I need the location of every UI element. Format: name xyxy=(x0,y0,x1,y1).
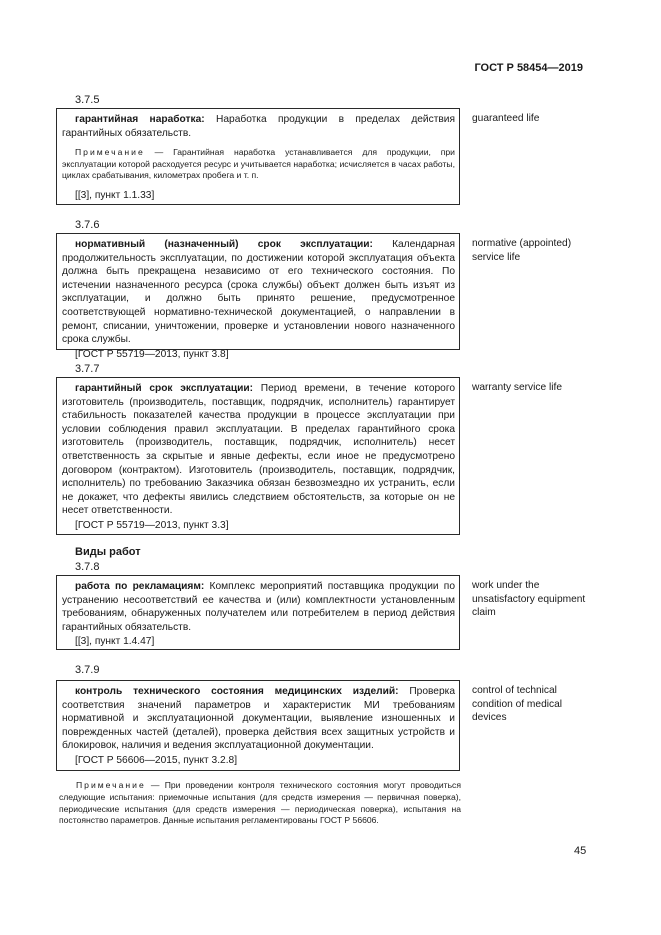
note-label: Примечание xyxy=(75,147,145,158)
clause-number: 3.7.9 xyxy=(75,664,100,676)
definition-box xyxy=(56,233,460,360)
definition-text xyxy=(62,113,455,140)
definition: Период времени, в течение которого изготовитель (производитель, поставщик, подрядчик, исполнитель) гарантирует стабильность показателей качества продукции в процессе эксплуатации при условии соблюдения правил эксплуатации. В пределах гарантийного срока изготовитель (производитель, поставщик, подрядчик, исполнитель) несет ответственность за скрытые и явные дефекты, если иное не предусмотрено договором (контрактом). Изготовитель (производитель, поставщик, подрядчик, исполнитель) по требованию Заказчика обязан безвозмездно их устранить, если не докажет, что дефекты явились следствием обстоятельств, за которые он не несет ответственности. xyxy=(62,383,455,517)
definition-box xyxy=(56,377,460,535)
definition-text xyxy=(62,382,455,518)
reference: [ГОСТ Р 56606—2015, пункт 3.2.8] xyxy=(75,754,238,766)
document-header: ГОСТ Р 58454—2019 xyxy=(474,62,583,74)
reference: [ГОСТ Р 55719—2013, пункт 3.8] xyxy=(75,348,229,360)
clause-number: 3.7.7 xyxy=(75,363,100,375)
definition-text xyxy=(62,685,455,753)
reference: [[3], пункт 1.4.47] xyxy=(75,636,155,648)
english-term: work under the unsatisfactory equipment claim xyxy=(472,580,586,619)
definition: Календарная продолжительность эксплуатации, по достижении которой эксплуатация объекта должна быть прекращена независимо от его технического состояния. По истечении назначенного ресурса (срока службы) объект должен быть изъят из эксплуатации, и должно быть принято решение, предусмотренное соответствующей нормативно-технической документацией, о направлении в ремонт, списании, уничтожении, проверке и установлении нового назначенного срока службы. xyxy=(62,239,455,346)
definition: Комплекс мероприятий поставщика продукции по устранению несоответствий ее качества и (или) комплектности установленным требованиям, обнаруженных получателем или потребителем в период действия гарантийных обязательств. xyxy=(62,581,455,633)
term: гарантийный срок эксплуатации: xyxy=(75,383,254,394)
note-label: Примечание xyxy=(76,780,146,790)
note-text: — Гарантийная наработка устанавливается для продукции, при эксплуатации которой расходуется ресурс и учитывается наработка; исчисляется в часах работы, циклах срабатывания, километрах пробега и т. п. xyxy=(62,147,455,181)
note xyxy=(62,147,455,182)
page-number: 45 xyxy=(574,845,587,857)
term: работа по рекламациям: xyxy=(75,581,205,592)
definition-box xyxy=(56,575,460,650)
english-term: normative (appointed) service life xyxy=(472,238,572,263)
term: контроль технического состояния медицинских изделий: xyxy=(75,686,399,697)
term: нормативный (назначенный) срок эксплуатации: xyxy=(75,239,373,250)
bottom-note xyxy=(59,780,461,827)
definition-text xyxy=(62,238,455,347)
reference: [ГОСТ Р 55719—2013, пункт 3.3] xyxy=(75,519,229,531)
definition: Проверка соответствия значений параметров и характеристик МИ требованиям нормативной и эксплуатационной документации, выявление изношенных и поврежденных частей (деталей), проверка действия всех защитных устройств и блокировок, наличия и ведения эксплуатационной документации. xyxy=(62,686,455,752)
english-term: control of technical condition of medical devices xyxy=(472,685,563,724)
clause-number: 3.7.8 xyxy=(75,561,100,573)
clause-number: 3.7.5 xyxy=(75,94,100,106)
definition-box xyxy=(56,680,460,771)
reference: [[3], пункт 1.1.33] xyxy=(75,189,155,201)
definition-text xyxy=(62,580,455,634)
section-title: Виды работ xyxy=(75,546,141,558)
note-text: — При проведении контроля технического состояния могут проводиться следующие испытания: приемочные испытания (для средств измерения — первичная поверка), периодические испытания (для средств измерения — периодическая поверка), испытания на постоянство параметров. Данные испытания регламентированы ГОСТ Р 56606. xyxy=(59,780,461,826)
definition-box xyxy=(56,108,460,205)
english-term: guaranteed life xyxy=(472,113,540,124)
definition: Наработка продукции в пределах действия гарантийных обязательств. xyxy=(62,114,455,139)
clause-number: 3.7.6 xyxy=(75,219,100,231)
english-term: warranty service life xyxy=(472,382,563,393)
term: гарантийная наработка: xyxy=(75,114,205,125)
